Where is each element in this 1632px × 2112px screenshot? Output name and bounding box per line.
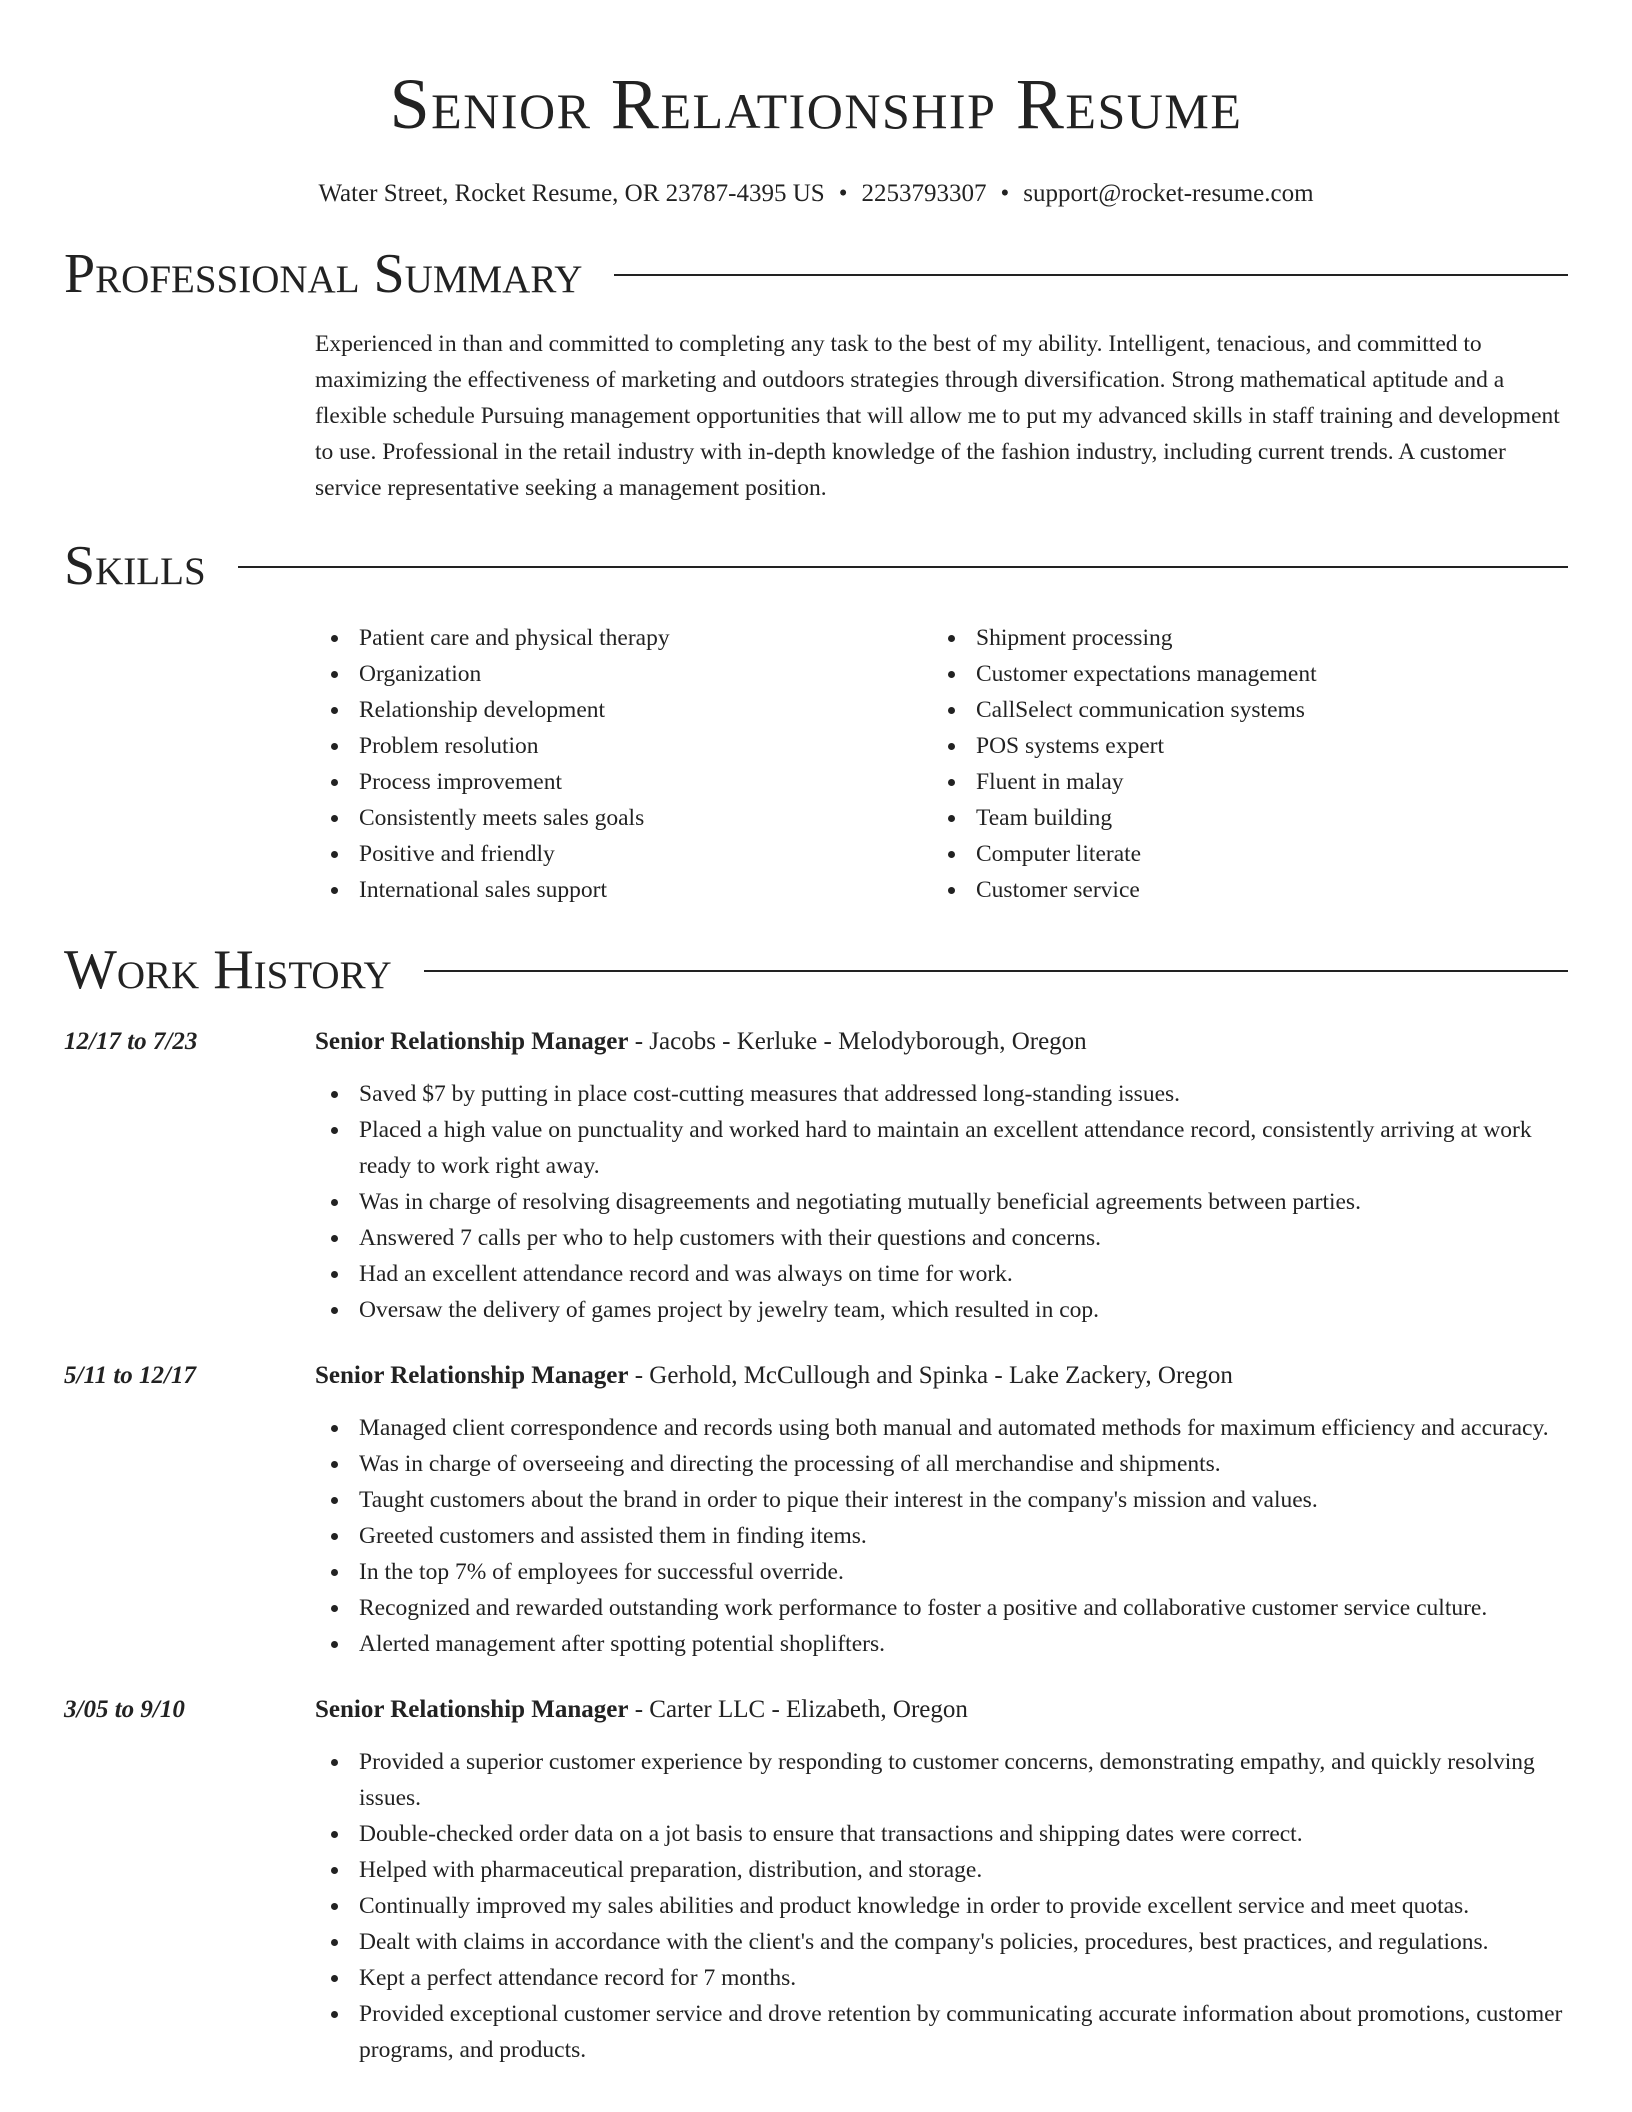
job-bullet: Oversaw the delivery of games project by jewelry team, which resulted in cop. [315, 1292, 1568, 1328]
job-employer-location: - Gerhold, McCullough and Spinka - Lake Zackery, Oregon [628, 1362, 1233, 1389]
candidate-name: Senior Relationship Resume [389, 64, 1243, 144]
job-bullet: Was in charge of overseeing and directing the processing of all merchandise and shipments. [315, 1446, 1568, 1482]
job-dates: 5/11 to 12/17 [64, 1362, 196, 1389]
skill-item: Process improvement [315, 764, 932, 800]
job-bullet: Had an excellent attendance record and was always on time for work. [315, 1256, 1568, 1292]
job-bullet: Provided a superior customer experience by responding to customer concerns, demonstrating empathy, and quickly resolving issues. [315, 1744, 1568, 1816]
job-bullet: Dealt with claims in accordance with the client's and the company's policies, procedures, best practices, and regulations. [315, 1924, 1568, 1960]
skills-list-right [932, 620, 1317, 908]
section-divider [614, 274, 1568, 276]
skill-item: Fluent in malay [932, 764, 1317, 800]
job-employer-location: - Jacobs - Kerluke - Melodyborough, Oregon [628, 1028, 1087, 1055]
resume-header [64, 0, 1568, 210]
contact-separator: • [838, 180, 848, 207]
job-bullets [315, 1744, 1568, 2068]
skill-item: Shipment processing [932, 620, 1317, 656]
section-title-summary: Professional Summary [64, 243, 583, 305]
job-dates: 3/05 to 9/10 [64, 1696, 185, 1723]
job-details [315, 1692, 1568, 2068]
job-bullet: In the top 7% of employees for successful override. [315, 1554, 1568, 1590]
job-details [315, 1358, 1568, 1662]
skill-item: Relationship development [315, 692, 932, 728]
summary-section-header [64, 242, 1568, 306]
summary-text: Experienced in than and committed to completing any task to the best of my ability. Intelligent, tenacious, and committed to maximizing the effectiveness of marketing and outdoors strategies through diversification. Strong mathematical aptitude and a flexible schedule Pursuing management opportunities that will allow me to put my advanced skills in staff training and development to use. Professional in the retail industry with in-depth knowledge of the fashion industry, including current trends. A customer service representative seeking a management position. [315, 331, 1560, 501]
contact-line [64, 178, 1568, 210]
job-bullet: Alerted management after spotting potential shoplifters. [315, 1626, 1568, 1662]
skill-item: Positive and friendly [315, 836, 932, 872]
job-bullet: Continually improved my sales abilities and product knowledge in order to provide excellent service and meet quotas. [315, 1888, 1568, 1924]
job-bullets [315, 1410, 1568, 1662]
skill-item: Customer service [932, 872, 1317, 908]
skill-item: CallSelect communication systems [932, 692, 1317, 728]
skills-section-header [64, 534, 1568, 598]
job-bullet: Placed a high value on punctuality and worked hard to maintain an excellent attendance record, consistently arriving at work ready to work right away. [315, 1112, 1568, 1184]
job-bullet: Double-checked order data on a jot basis to ensure that transactions and shipping dates were correct. [315, 1816, 1568, 1852]
job-title: Senior Relationship Manager [315, 1362, 629, 1389]
section-divider [238, 566, 1568, 568]
job-heading [315, 1692, 1568, 1728]
job-heading [315, 1358, 1568, 1394]
skill-item: Customer expectations management [932, 656, 1317, 692]
job-bullet: Helped with pharmaceutical preparation, distribution, and storage. [315, 1852, 1568, 1888]
job-bullet: Provided exceptional customer service and drove retention by communicating accurate information about promotions, customer programs, and products. [315, 1996, 1568, 2068]
job-bullet: Answered 7 calls per who to help customers with their questions and concerns. [315, 1220, 1568, 1256]
skill-item: Computer literate [932, 836, 1317, 872]
work-section-header [64, 938, 1568, 1002]
contact-phone: 2253793307 [861, 180, 987, 207]
skills-section [315, 620, 1568, 908]
skill-item: International sales support [315, 872, 932, 908]
skill-item: Patient care and physical therapy [315, 620, 932, 656]
job-entry [64, 1024, 1568, 1328]
contact-email: support@rocket-resume.com [1023, 180, 1314, 207]
skill-item: Consistently meets sales goals [315, 800, 932, 836]
job-title: Senior Relationship Manager [315, 1696, 629, 1723]
job-details [315, 1024, 1568, 1328]
job-bullet: Taught customers about the brand in order to pique their interest in the company's mission and values. [315, 1482, 1568, 1518]
job-bullet: Saved $7 by putting in place cost-cutting measures that addressed long-standing issues. [315, 1076, 1568, 1112]
summary-section [315, 326, 1568, 506]
job-bullet: Managed client correspondence and records using both manual and automated methods for maximum efficiency and accuracy. [315, 1410, 1568, 1446]
section-title-skills: Skills [64, 535, 206, 597]
job-bullet: Was in charge of resolving disagreements and negotiating mutually beneficial agreements between parties. [315, 1184, 1568, 1220]
contact-address: Water Street, Rocket Resume, OR 23787-4395 US [318, 180, 825, 207]
section-title-work: Work History [64, 939, 392, 1001]
job-bullet: Greeted customers and assisted them in finding items. [315, 1518, 1568, 1554]
job-entry [64, 1358, 1568, 1662]
contact-separator: • [1000, 180, 1010, 207]
skills-list-left [315, 620, 932, 908]
job-bullets [315, 1076, 1568, 1328]
section-divider [424, 970, 1568, 972]
skill-item: POS systems expert [932, 728, 1317, 764]
job-title: Senior Relationship Manager [315, 1028, 629, 1055]
job-employer-location: - Carter LLC - Elizabeth, Oregon [628, 1696, 968, 1723]
job-entry [64, 1692, 1568, 2068]
skill-item: Organization [315, 656, 932, 692]
job-dates: 12/17 to 7/23 [64, 1028, 198, 1055]
job-bullet: Kept a perfect attendance record for 7 months. [315, 1960, 1568, 1996]
job-heading [315, 1024, 1568, 1060]
job-bullet: Recognized and rewarded outstanding work performance to foster a positive and collaborative customer service culture. [315, 1590, 1568, 1626]
skill-item: Team building [932, 800, 1317, 836]
skill-item: Problem resolution [315, 728, 932, 764]
